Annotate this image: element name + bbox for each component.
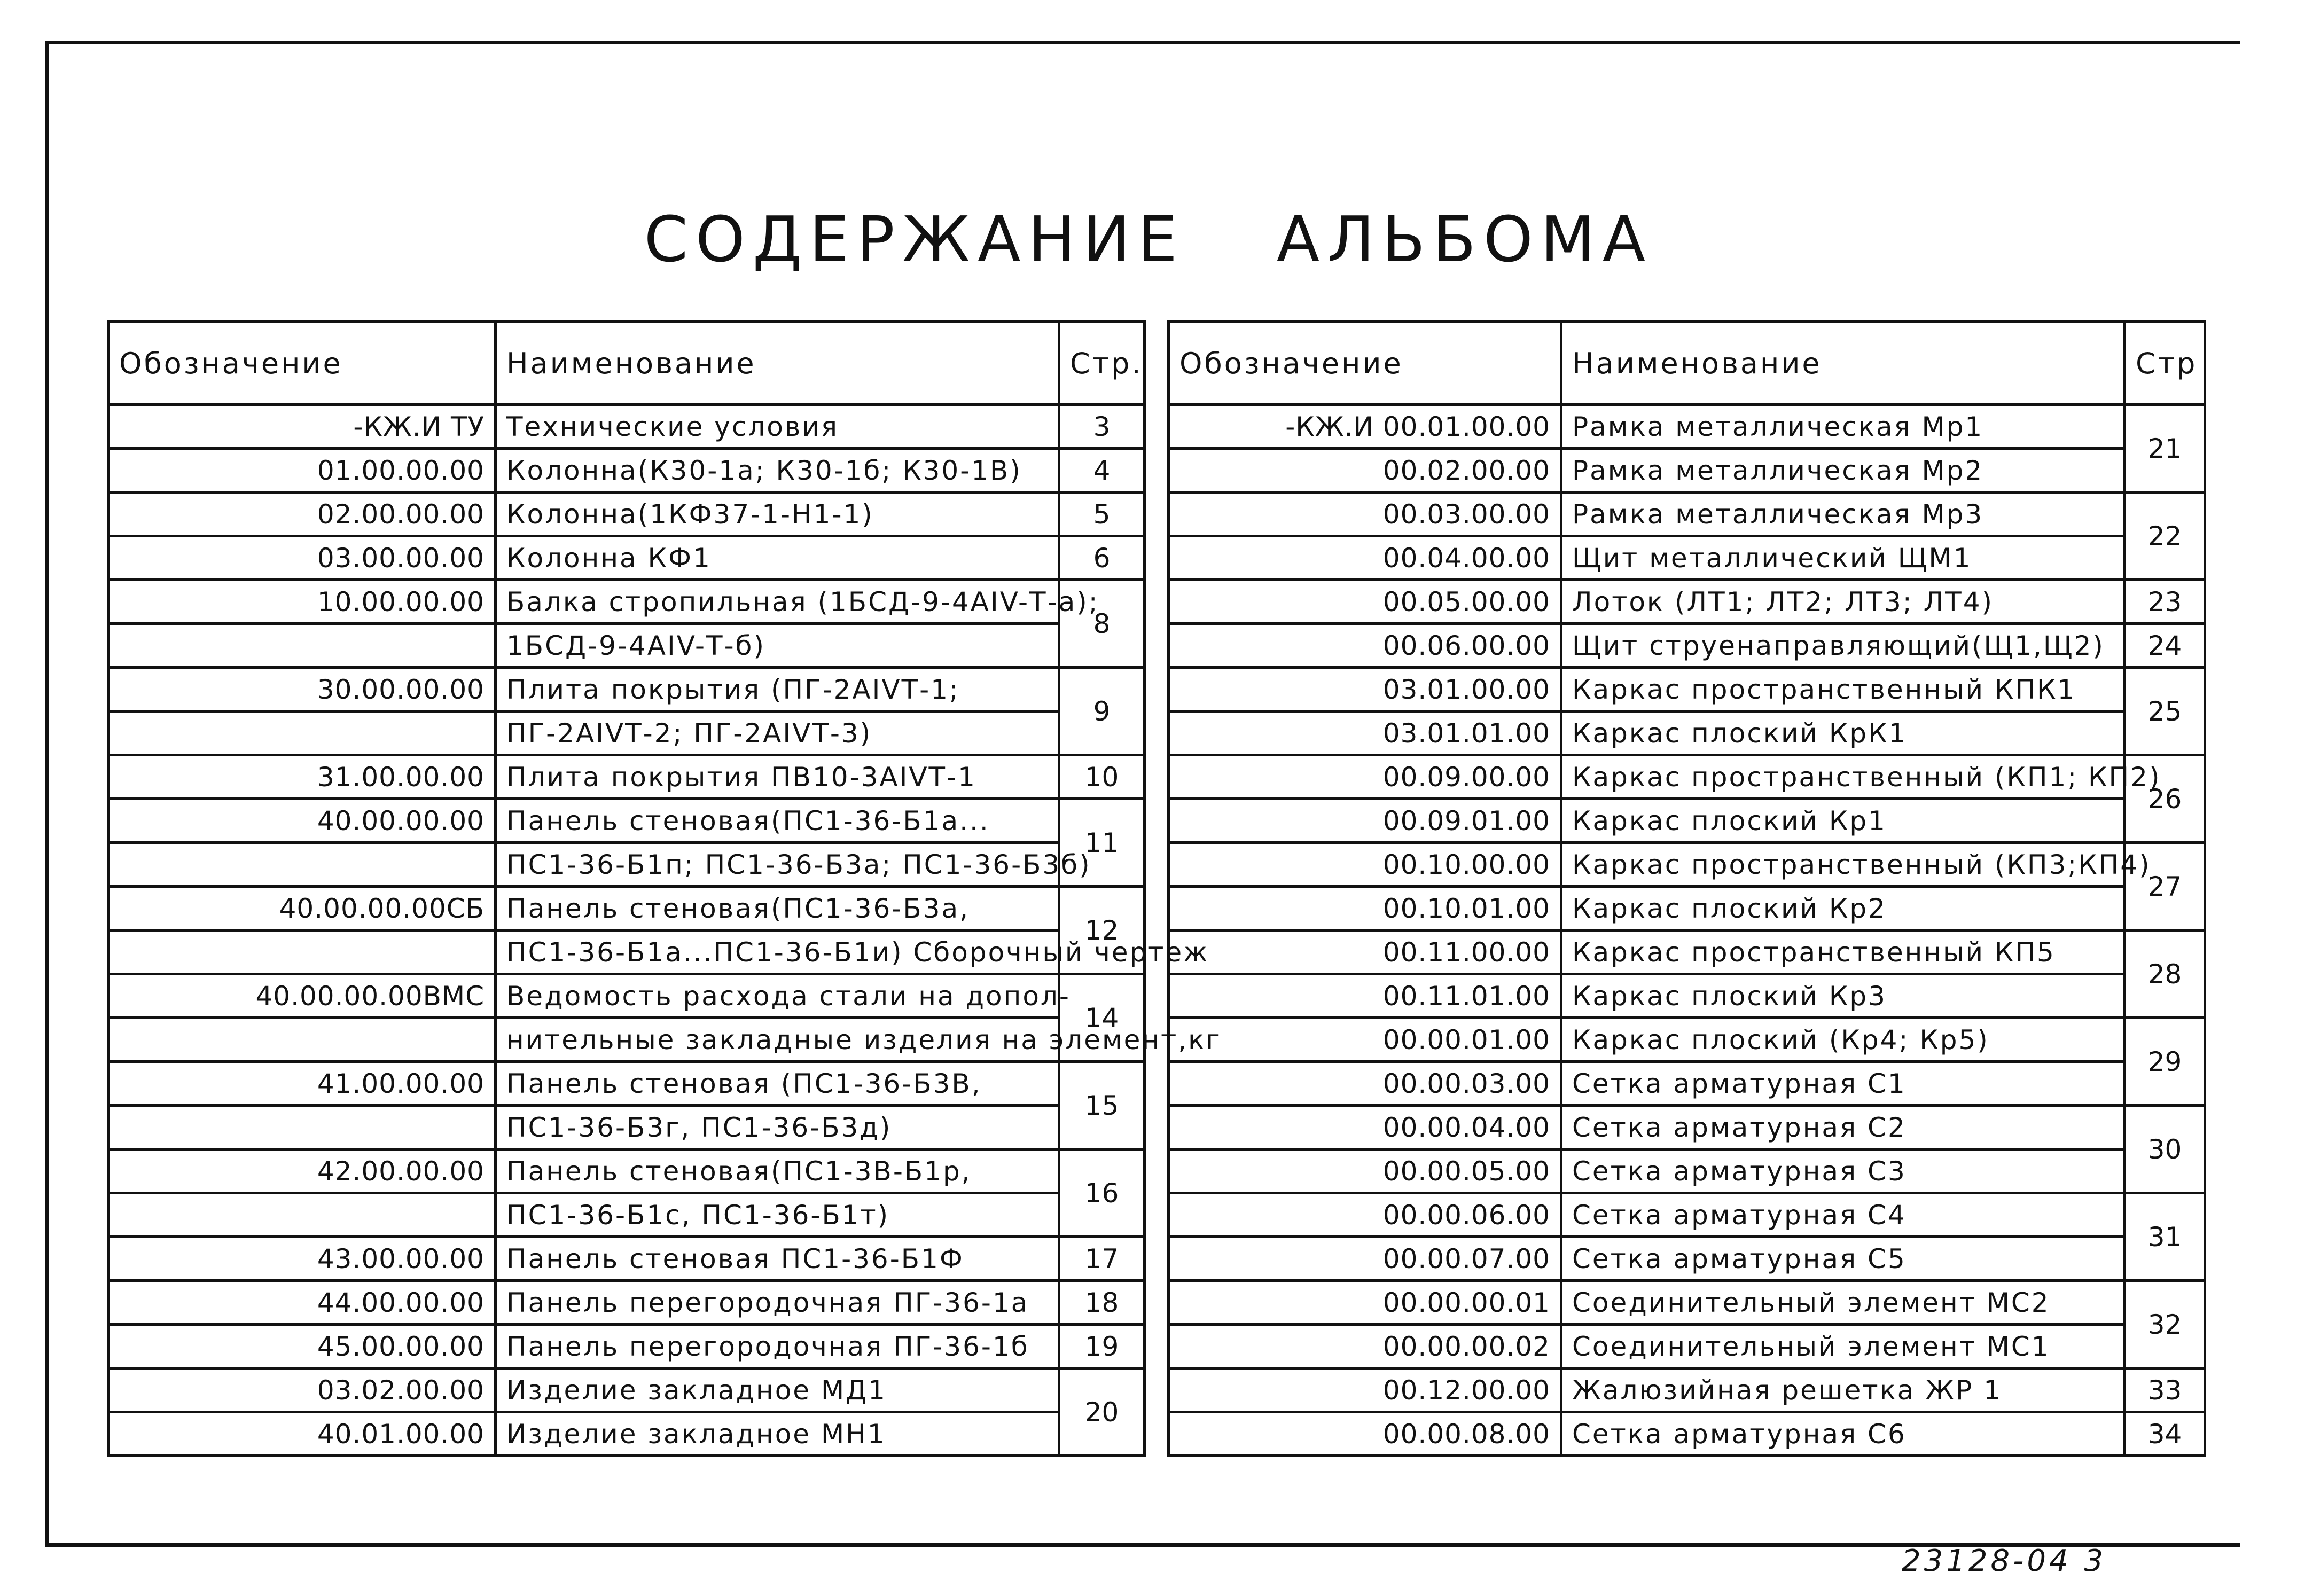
table-row bbox=[1169, 1018, 2205, 1062]
page-title bbox=[0, 202, 2297, 276]
row-name: Панель стеновая (ПС1-36-Б3В, bbox=[496, 1062, 1059, 1106]
row-name: Балка стропильная (1БСД-9-4АIV-Т-а); bbox=[496, 580, 1059, 624]
row-name: Каркас плоский (Кр4; Кр5) bbox=[1561, 1018, 2125, 1062]
title-word-1: СОДЕРЖАНИЕ bbox=[644, 202, 1185, 277]
row-page: 19 bbox=[1059, 1325, 1145, 1368]
row-name: Изделие закладное МН1 bbox=[496, 1412, 1059, 1456]
row-page: 23 bbox=[2125, 580, 2205, 624]
row-code bbox=[108, 1018, 496, 1062]
row-name: Каркас плоский Кр3 bbox=[1561, 974, 2125, 1018]
row-page: 22 bbox=[2125, 492, 2205, 580]
row-page: 33 bbox=[2125, 1368, 2205, 1412]
row-page: 18 bbox=[1059, 1281, 1145, 1325]
row-page: 8 bbox=[1059, 580, 1145, 668]
row-name: Каркас пространственный КП5 bbox=[1561, 930, 2125, 974]
row-code: 30.00.00.00 bbox=[108, 668, 496, 711]
row-code: 31.00.00.00 bbox=[108, 755, 496, 799]
table-row bbox=[108, 843, 1145, 887]
table-row bbox=[1169, 668, 2205, 711]
row-name: Каркас плоский Кр2 bbox=[1561, 887, 2125, 930]
table-row bbox=[108, 1106, 1145, 1149]
table-row bbox=[1169, 536, 2205, 580]
header-code: Обозначение bbox=[108, 322, 496, 405]
row-code: 00.00.05.00 bbox=[1169, 1149, 1561, 1193]
row-code: 00.06.00.00 bbox=[1169, 624, 1561, 668]
table-row bbox=[1169, 580, 2205, 624]
row-name: Панель перегородочная ПГ-36-1а bbox=[496, 1281, 1059, 1325]
header-name: Наименование bbox=[1561, 322, 2125, 405]
row-name: Панель стеновая(ПС1-36-Б3а, bbox=[496, 887, 1059, 930]
table-row bbox=[108, 1018, 1145, 1062]
header-code: Обозначение bbox=[1169, 322, 1561, 405]
row-code: 42.00.00.00 bbox=[108, 1149, 496, 1193]
header-page: Стр. bbox=[1059, 322, 1145, 405]
row-code: 00.11.01.00 bbox=[1169, 974, 1561, 1018]
header-name: Наименование bbox=[496, 322, 1059, 405]
row-name: Рамка металлическая Мр3 bbox=[1561, 492, 2125, 536]
contents-table-right bbox=[1167, 320, 2206, 1457]
table-row bbox=[108, 1237, 1145, 1281]
row-page: 11 bbox=[1059, 799, 1145, 887]
row-name: ПС1-36-Б1п; ПС1-36-Б3а; ПС1-36-Б3б) bbox=[496, 843, 1059, 887]
row-page: 5 bbox=[1059, 492, 1145, 536]
table-row bbox=[108, 799, 1145, 843]
row-name: Панель стеновая(ПС1-3В-Б1р, bbox=[496, 1149, 1059, 1193]
row-code: -КЖ.И 00.01.00.00 bbox=[1169, 405, 1561, 449]
row-name: Сетка арматурная С5 bbox=[1561, 1237, 2125, 1281]
row-code: 00.00.04.00 bbox=[1169, 1106, 1561, 1149]
row-code bbox=[108, 1106, 496, 1149]
row-name: Технические условия bbox=[496, 405, 1059, 449]
row-code: 00.00.00.01 bbox=[1169, 1281, 1561, 1325]
header-page: Стр bbox=[2125, 322, 2205, 405]
row-page: 34 bbox=[2125, 1412, 2205, 1456]
row-code: 00.03.00.00 bbox=[1169, 492, 1561, 536]
row-page: 10 bbox=[1059, 755, 1145, 799]
table-header-row bbox=[108, 322, 1145, 405]
row-code bbox=[108, 843, 496, 887]
row-page: 20 bbox=[1059, 1368, 1145, 1456]
title-word-2: АЛЬБОМА bbox=[1276, 202, 1653, 277]
table-row bbox=[108, 1412, 1145, 1456]
row-code: 43.00.00.00 bbox=[108, 1237, 496, 1281]
row-name: Лоток (ЛТ1; ЛТ2; ЛТ3; ЛТ4) bbox=[1561, 580, 2125, 624]
row-page: 12 bbox=[1059, 887, 1145, 974]
row-page: 15 bbox=[1059, 1062, 1145, 1149]
row-page: 29 bbox=[2125, 1018, 2205, 1106]
row-code: 40.00.00.00ВМС bbox=[108, 974, 496, 1018]
row-name: Колонна(1КФ37-1-Н1-1) bbox=[496, 492, 1059, 536]
row-page: 30 bbox=[2125, 1106, 2205, 1193]
row-name: Каркас пространственный (КП3;КП4) bbox=[1561, 843, 2125, 887]
row-code: 00.11.00.00 bbox=[1169, 930, 1561, 974]
table-row bbox=[108, 1062, 1145, 1106]
row-page: 21 bbox=[2125, 405, 2205, 492]
row-page: 3 bbox=[1059, 405, 1145, 449]
table-row bbox=[108, 449, 1145, 492]
row-code: 45.00.00.00 bbox=[108, 1325, 496, 1368]
row-page: 27 bbox=[2125, 843, 2205, 930]
row-page: 24 bbox=[2125, 624, 2205, 668]
row-code: 00.12.00.00 bbox=[1169, 1368, 1561, 1412]
row-code: 03.01.00.00 bbox=[1169, 668, 1561, 711]
table-row bbox=[108, 668, 1145, 711]
table-row bbox=[1169, 1412, 2205, 1456]
row-name: Каркас плоский Кр1 bbox=[1561, 799, 2125, 843]
table-row bbox=[108, 536, 1145, 580]
table-row bbox=[1169, 1193, 2205, 1237]
table-row bbox=[108, 755, 1145, 799]
row-name: Щит металлический ЩМ1 bbox=[1561, 536, 2125, 580]
row-name: Щит струенаправляющий(Щ1,Щ2) bbox=[1561, 624, 2125, 668]
row-name: Рамка металлическая Мр2 bbox=[1561, 449, 2125, 492]
row-code: 00.10.01.00 bbox=[1169, 887, 1561, 930]
table-row bbox=[108, 1368, 1145, 1412]
table-row bbox=[1169, 930, 2205, 974]
table-row bbox=[1169, 843, 2205, 887]
row-code: 00.10.00.00 bbox=[1169, 843, 1561, 887]
row-code: 00.00.03.00 bbox=[1169, 1062, 1561, 1106]
document-number-stamp: 23128-04 3 bbox=[1902, 1544, 2107, 1578]
table-row bbox=[108, 1149, 1145, 1193]
row-code: 03.01.01.00 bbox=[1169, 711, 1561, 755]
row-code: 40.00.00.00 bbox=[108, 799, 496, 843]
row-page: 31 bbox=[2125, 1193, 2205, 1281]
row-code: 03.00.00.00 bbox=[108, 536, 496, 580]
row-code: 00.09.01.00 bbox=[1169, 799, 1561, 843]
row-name: Ведомость расхода стали на допол- bbox=[496, 974, 1059, 1018]
row-page: 4 bbox=[1059, 449, 1145, 492]
row-code: 00.02.00.00 bbox=[1169, 449, 1561, 492]
row-name: Панель перегородочная ПГ-36-1б bbox=[496, 1325, 1059, 1368]
table-row bbox=[1169, 887, 2205, 930]
table-row bbox=[1169, 799, 2205, 843]
row-name: Колонна КФ1 bbox=[496, 536, 1059, 580]
row-name: ПС1-36-Б3г, ПС1-36-Б3д) bbox=[496, 1106, 1059, 1149]
row-code: -КЖ.И ТУ bbox=[108, 405, 496, 449]
row-code: 00.04.00.00 bbox=[1169, 536, 1561, 580]
table-row bbox=[108, 930, 1145, 974]
row-name: ПС1-36-Б1а...ПС1-36-Б1и) Сборочный чертеж bbox=[496, 930, 1059, 974]
table-row bbox=[108, 580, 1145, 624]
row-name: Сетка арматурная С1 bbox=[1561, 1062, 2125, 1106]
table-row bbox=[1169, 1149, 2205, 1193]
row-code: 00.00.07.00 bbox=[1169, 1237, 1561, 1281]
table-row bbox=[1169, 1281, 2205, 1325]
table-row bbox=[1169, 1325, 2205, 1368]
table-row bbox=[1169, 624, 2205, 668]
row-page: 25 bbox=[2125, 668, 2205, 755]
table-row bbox=[1169, 755, 2205, 799]
row-name: Рамка металлическая Мр1 bbox=[1561, 405, 2125, 449]
table-row bbox=[108, 405, 1145, 449]
row-code: 02.00.00.00 bbox=[108, 492, 496, 536]
row-name: Колонна(К30-1а; К30-1б; К30-1В) bbox=[496, 449, 1059, 492]
row-name: ПС1-36-Б1с, ПС1-36-Б1т) bbox=[496, 1193, 1059, 1237]
table-row bbox=[108, 492, 1145, 536]
row-page: 17 bbox=[1059, 1237, 1145, 1281]
row-name: Панель стеновая ПС1-36-Б1Ф bbox=[496, 1237, 1059, 1281]
row-name: Каркас плоский КрК1 bbox=[1561, 711, 2125, 755]
row-code: 01.00.00.00 bbox=[108, 449, 496, 492]
table-row bbox=[1169, 1237, 2205, 1281]
row-code: 00.09.00.00 bbox=[1169, 755, 1561, 799]
row-name: Соединительный элемент МС2 bbox=[1561, 1281, 2125, 1325]
table-row bbox=[1169, 449, 2205, 492]
row-code: 00.00.01.00 bbox=[1169, 1018, 1561, 1062]
row-page: 9 bbox=[1059, 668, 1145, 755]
table-row bbox=[1169, 1106, 2205, 1149]
row-code: 10.00.00.00 bbox=[108, 580, 496, 624]
row-code: 00.00.00.02 bbox=[1169, 1325, 1561, 1368]
row-code: 40.00.00.00СБ bbox=[108, 887, 496, 930]
table-row bbox=[108, 887, 1145, 930]
row-page: 28 bbox=[2125, 930, 2205, 1018]
row-page: 6 bbox=[1059, 536, 1145, 580]
row-name: Сетка арматурная С4 bbox=[1561, 1193, 2125, 1237]
table-row bbox=[1169, 405, 2205, 449]
table-row bbox=[108, 1281, 1145, 1325]
row-code: 40.01.00.00 bbox=[108, 1412, 496, 1456]
table-row bbox=[108, 1193, 1145, 1237]
table-header-row bbox=[1169, 322, 2205, 405]
row-name: Жалюзийная решетка ЖР 1 bbox=[1561, 1368, 2125, 1412]
row-code: 00.00.08.00 bbox=[1169, 1412, 1561, 1456]
row-name: Каркас пространственный КПК1 bbox=[1561, 668, 2125, 711]
row-name: Соединительный элемент МС1 bbox=[1561, 1325, 2125, 1368]
row-name: Каркас пространственный (КП1; КП2) bbox=[1561, 755, 2125, 799]
row-name: 1БСД-9-4АIV-Т-б) bbox=[496, 624, 1059, 668]
row-name: Плита покрытия ПВ10-3АIVТ-1 bbox=[496, 755, 1059, 799]
table-row bbox=[1169, 711, 2205, 755]
row-code: 03.02.00.00 bbox=[108, 1368, 496, 1412]
row-code: 41.00.00.00 bbox=[108, 1062, 496, 1106]
row-page: 14 bbox=[1059, 974, 1145, 1062]
row-name: Сетка арматурная С3 bbox=[1561, 1149, 2125, 1193]
table-row bbox=[108, 711, 1145, 755]
table-row bbox=[108, 974, 1145, 1018]
table-row bbox=[1169, 492, 2205, 536]
row-code: 00.05.00.00 bbox=[1169, 580, 1561, 624]
table-row bbox=[1169, 974, 2205, 1018]
table-row bbox=[1169, 1062, 2205, 1106]
row-name: Плита покрытия (ПГ-2АIVТ-1; bbox=[496, 668, 1059, 711]
row-page: 26 bbox=[2125, 755, 2205, 843]
row-code bbox=[108, 930, 496, 974]
table-row bbox=[108, 1325, 1145, 1368]
row-name: нительные закладные изделия на элемент,кг bbox=[496, 1018, 1059, 1062]
row-name: ПГ-2АIVТ-2; ПГ-2АIVТ-3) bbox=[496, 711, 1059, 755]
row-page: 32 bbox=[2125, 1281, 2205, 1368]
table-row bbox=[108, 624, 1145, 668]
row-page: 16 bbox=[1059, 1149, 1145, 1237]
row-name: Панель стеновая(ПС1-36-Б1а... bbox=[496, 799, 1059, 843]
row-name: Изделие закладное МД1 bbox=[496, 1368, 1059, 1412]
contents-table-left bbox=[107, 320, 1222, 1457]
row-name: Сетка арматурная С2 bbox=[1561, 1106, 2125, 1149]
row-code bbox=[108, 1193, 496, 1237]
row-code bbox=[108, 624, 496, 668]
row-code: 00.00.06.00 bbox=[1169, 1193, 1561, 1237]
row-code bbox=[108, 711, 496, 755]
row-name: Сетка арматурная С6 bbox=[1561, 1412, 2125, 1456]
table-row bbox=[1169, 1368, 2205, 1412]
row-code: 44.00.00.00 bbox=[108, 1281, 496, 1325]
